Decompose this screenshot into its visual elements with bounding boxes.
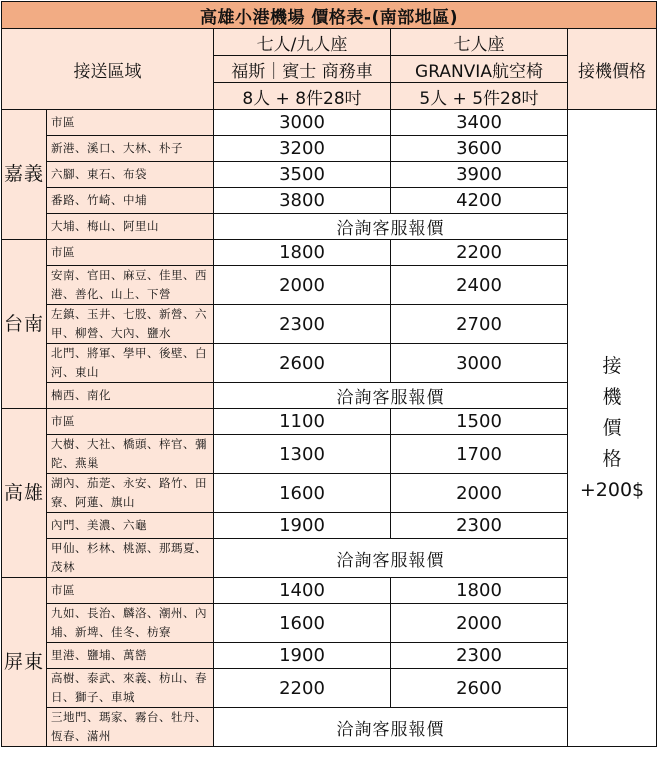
- pickup-extra-char: 機: [602, 385, 622, 408]
- vehicle-2-capacity: 5人 + 5件28吋: [391, 83, 568, 110]
- area-cell: 三地門、瑪家、霧台、牡丹、恆春、滿州: [47, 708, 214, 747]
- price-vehicle-1: 1600: [214, 474, 391, 513]
- inquire-price-cell: 洽詢客服報價: [214, 383, 568, 409]
- table-title: 高雄小港機場 價格表-(南部地區): [2, 2, 657, 29]
- area-cell: 番路、竹崎、中埔: [47, 188, 214, 214]
- area-cell: 市區: [47, 578, 214, 604]
- price-vehicle-2: 2700: [391, 305, 568, 344]
- area-cell: 湖內、茄萣、永安、路竹、田寮、阿蓮、旗山: [47, 474, 214, 513]
- price-vehicle-2: 2300: [391, 643, 568, 669]
- price-vehicle-2: 1500: [391, 409, 568, 435]
- region-name: 高雄: [2, 409, 47, 578]
- price-vehicle-1: 3200: [214, 136, 391, 162]
- price-vehicle-1: 1800: [214, 240, 391, 266]
- price-vehicle-1: 2000: [214, 266, 391, 305]
- area-cell: 安南、官田、麻豆、佳里、西港、善化、山上、下營: [47, 266, 214, 305]
- area-header: 接送區域: [2, 29, 214, 110]
- price-vehicle-1: 2200: [214, 669, 391, 708]
- vehicle-1-seats: 七人/九人座: [214, 29, 391, 56]
- price-vehicle-2: 1800: [391, 578, 568, 604]
- price-vehicle-2: 3400: [391, 110, 568, 136]
- price-vehicle-1: 3500: [214, 162, 391, 188]
- price-vehicle-1: 2600: [214, 344, 391, 383]
- price-vehicle-1: 1600: [214, 604, 391, 643]
- pickup-extra-note: [568, 110, 657, 747]
- vehicle-1-capacity: 8人 + 8件28吋: [214, 83, 391, 110]
- vehicle-2-model: GRANVIA航空椅: [391, 56, 568, 83]
- price-vehicle-1: 1900: [214, 513, 391, 539]
- area-cell: 大埔、梅山、阿里山: [47, 214, 214, 240]
- price-vehicle-2: 2200: [391, 240, 568, 266]
- inquire-price-cell: 洽詢客服報價: [214, 214, 568, 240]
- price-vehicle-1: 1300: [214, 435, 391, 474]
- price-vehicle-1: 1100: [214, 409, 391, 435]
- region-name: 台南: [2, 240, 47, 409]
- price-vehicle-2: 4200: [391, 188, 568, 214]
- area-cell: 左鎮、玉井、七股、新營、六甲、柳營、大內、鹽水: [47, 305, 214, 344]
- price-vehicle-1: 2300: [214, 305, 391, 344]
- inquire-price-cell: 洽詢客服報價: [214, 708, 568, 747]
- vehicle-2-seats: 七人座: [391, 29, 568, 56]
- pickup-extra-char: 接: [602, 354, 622, 377]
- price-vehicle-2: 2400: [391, 266, 568, 305]
- price-vehicle-2: 2000: [391, 474, 568, 513]
- vehicle-1-model: 福斯｜賓士 商務車: [214, 56, 391, 83]
- price-vehicle-1: 1400: [214, 578, 391, 604]
- price-vehicle-2: 1700: [391, 435, 568, 474]
- area-cell: 內門、美濃、六龜: [47, 513, 214, 539]
- price-vehicle-1: 1900: [214, 643, 391, 669]
- pickup-extra-amount: +200$: [579, 478, 645, 501]
- region-name: 嘉義: [2, 110, 47, 240]
- area-cell: 高樹、泰武、來義、枋山、春日、獅子、車城: [47, 669, 214, 708]
- area-cell: 市區: [47, 110, 214, 136]
- price-vehicle-2: 3900: [391, 162, 568, 188]
- area-cell: 楠西、南化: [47, 383, 214, 409]
- area-cell: 里港、鹽埔、萬巒: [47, 643, 214, 669]
- area-cell: 新港、溪口、大林、朴子: [47, 136, 214, 162]
- pickup-extra-char: 格: [602, 447, 622, 470]
- price-vehicle-1: 3800: [214, 188, 391, 214]
- price-vehicle-2: 2000: [391, 604, 568, 643]
- area-cell: 北門、將軍、學甲、後壁、白河、東山: [47, 344, 214, 383]
- pickup-price-header: 接機價格: [568, 29, 657, 110]
- inquire-price-cell: 洽詢客服報價: [214, 539, 568, 578]
- price-vehicle-2: 3600: [391, 136, 568, 162]
- price-vehicle-1: 3000: [214, 110, 391, 136]
- price-vehicle-2: 2600: [391, 669, 568, 708]
- area-cell: 六腳、東石、布袋: [47, 162, 214, 188]
- area-cell: 甲仙、杉林、桃源、那瑪夏、茂林: [47, 539, 214, 578]
- price-vehicle-2: 2300: [391, 513, 568, 539]
- area-cell: 大樹、大社、橋頭、梓官、彌陀、燕巢: [47, 435, 214, 474]
- area-cell: 市區: [47, 409, 214, 435]
- price-table: [1, 1, 657, 747]
- pickup-extra-char: 價: [602, 416, 622, 439]
- area-cell: 九如、長治、麟洛、潮州、內埔、新埤、佳冬、枋寮: [47, 604, 214, 643]
- region-name: 屏東: [2, 578, 47, 747]
- area-cell: 市區: [47, 240, 214, 266]
- price-vehicle-2: 3000: [391, 344, 568, 383]
